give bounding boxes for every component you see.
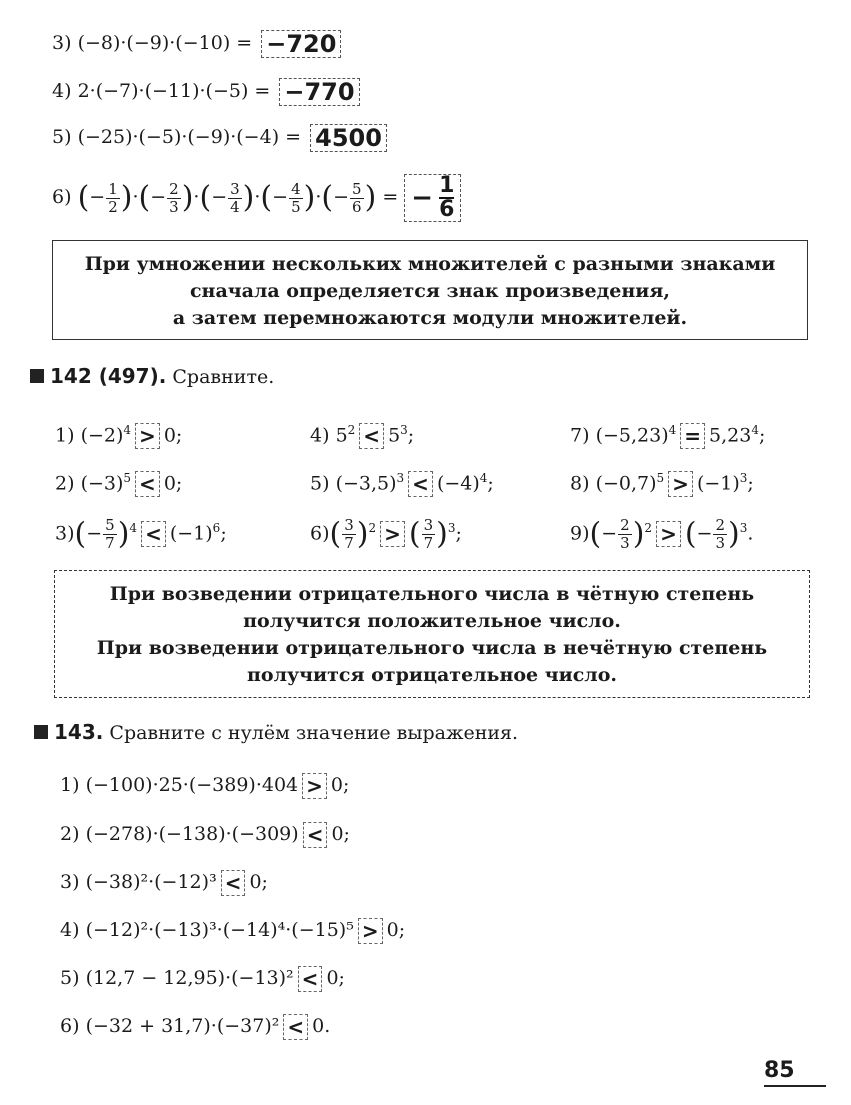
item-expression: (−25)·(−5)·(−9)·(−4) =	[77, 126, 302, 148]
answer-sign-box: <	[221, 870, 246, 896]
answer-sign-box: >	[668, 471, 693, 497]
fraction: $\frac{3}{7}$	[423, 515, 434, 552]
answer-sign-box: <	[408, 471, 433, 497]
answer-sign-box: <	[359, 423, 384, 449]
answer-sign-box: <	[298, 966, 323, 992]
answer-sign-box: <	[135, 471, 160, 497]
ex142-item-1: 1) $(-2)^4 > 0$;	[55, 423, 183, 449]
rule-line: получится отрицательное число.	[247, 664, 617, 686]
ex143-item-1: 1) (−100)·25·(−389)·404 > 0;	[60, 774, 350, 798]
rule-box-powers	[54, 570, 810, 698]
rule-line: При возведении отрицательного числа в чётную степень	[109, 583, 755, 605]
ex142-item-7: 7) $(-5,23)^4 = 5,23^4$;	[570, 423, 766, 449]
ex143-item-4: 4) (−12)²·(−13)³·(−14)⁴·(−15)⁵ > 0;	[60, 919, 406, 943]
rule-line: а затем перемножаются модули множителей.	[172, 307, 688, 329]
answer-sign-box: <	[283, 1014, 308, 1040]
page-number: 85	[764, 1058, 826, 1087]
ex142-item-9: 9)(− $\frac{2}{3}$ )$^2$ > (− $\frac{2}{3}$ )$^3$.	[570, 515, 754, 552]
fraction: $\frac{2}{3}$	[169, 179, 179, 216]
ex143-item-6: 6) (−32 + 31,7)·(−37)² < 0.	[60, 1015, 331, 1039]
top-item-4	[52, 78, 360, 106]
rule-line: получится положительное число.	[243, 610, 621, 632]
ex142-item-5: 5) $(-3,5)^3 < (-4)^4$;	[310, 471, 494, 497]
fraction: $\frac{1}{2}$	[108, 179, 118, 216]
item-expression: (−8)·(−9)·(−10) =	[77, 32, 253, 54]
top-item-3	[52, 30, 341, 58]
fraction: $\frac{2}{3}$	[715, 515, 726, 552]
answer-box: − $\frac{1}{6}$	[404, 174, 461, 222]
answer-sign-box: <	[141, 521, 166, 547]
fraction: $\frac{3}{4}$	[230, 179, 240, 216]
fraction: $\frac{3}{7}$	[344, 515, 354, 552]
answer-box: −770	[279, 78, 359, 106]
top-item-5	[52, 124, 387, 152]
exercise-number: 142 (497).	[50, 364, 167, 388]
fraction: $\frac{2}{3}$	[620, 515, 630, 552]
item-label: 6)	[52, 186, 72, 208]
rule-box-multiplication	[52, 240, 808, 340]
exercise-142-header	[30, 364, 274, 388]
answer-sign-box: >	[302, 773, 327, 799]
exercise-title: Сравните.	[172, 366, 275, 388]
answer-sign-box: >	[358, 918, 383, 944]
ex143-item-5: 5) (12,7 − 12,95)·(−13)² < 0;	[60, 967, 345, 991]
ex142-item-3: 3)(− $\frac{5}{7}$ )$^4 < (-1)^6$;	[55, 515, 227, 552]
answer-box: −720	[261, 30, 341, 58]
ex143-item-3: 3) (−38)²·(−12)³ < 0;	[60, 871, 268, 895]
exercise-marker-icon	[34, 725, 48, 739]
ex143-item-2: 2) (−278)·(−138)·(−309) < 0;	[60, 823, 350, 847]
item-label: 4)	[52, 80, 72, 102]
ex142-item-4: 4) $5^2 < 5^3$;	[310, 423, 415, 449]
ex142-item-6: 6)( $\frac{3}{7}$ )$^2$ > ( $\frac{3}{7}$ )$^3$;	[310, 515, 462, 552]
answer-sign-box: >	[656, 521, 681, 547]
ex142-item-2: 2) $(-3)^5 < 0$;	[55, 471, 183, 497]
item-expression: 2·(−7)·(−11)·(−5) =	[77, 80, 271, 102]
answer-box: 4500	[310, 124, 387, 152]
fraction: $\frac{4}{5}$	[291, 179, 301, 216]
item-label: 3)	[52, 32, 72, 54]
exercise-title: Сравните с нулём значение выражения.	[109, 722, 519, 744]
answer-sign-box: <	[303, 822, 328, 848]
rule-line: При умножении нескольких множителей с разными знаками	[84, 253, 776, 275]
fraction: $\frac{5}{7}$	[105, 515, 115, 552]
exercise-number: 143.	[54, 720, 104, 744]
rule-line: При возведении отрицательного числа в нечётную степень	[96, 637, 768, 659]
exercise-marker-icon	[30, 369, 44, 383]
answer-sign-box: >	[380, 521, 405, 547]
answer-sign-box: =	[680, 423, 705, 449]
answer-sign-box: >	[135, 423, 160, 449]
top-item-6: 6) (− $\frac{1}{2}$ )·(− $\frac{2}{3}$ )·(− $\frac{3}{4}$ )·(− $\frac{4}{5}$ )·(− $\frac{5}{6}$ ) = − $\frac{1}{6}$	[52, 174, 461, 222]
fraction: $\frac{5}{6}$	[352, 179, 362, 216]
exercise-143-header	[34, 720, 518, 744]
ex142-item-8: 8) $(-0,7)^5 > (-1)^3$;	[570, 471, 754, 497]
item-label: 5)	[52, 126, 72, 148]
rule-line: сначала определяется знак произведения,	[189, 280, 670, 302]
